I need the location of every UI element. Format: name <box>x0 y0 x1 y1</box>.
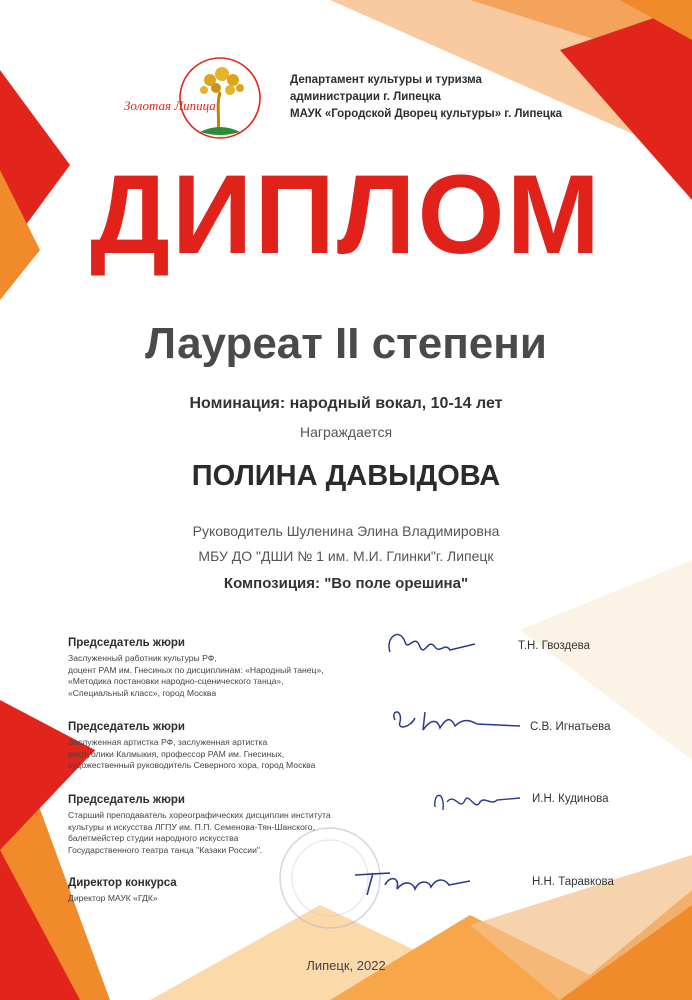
jury-role: Председатель жюри <box>68 794 185 806</box>
organization-line: Департамент культуры и туризма <box>290 74 482 86</box>
school-line: МБУ ДО "ДШИ № 1 им. М.И. Глинки"г. Липецк <box>198 548 494 564</box>
jury-role: Председатель жюри <box>68 721 185 733</box>
jury-description: Директор МАУК «ГДК» <box>68 893 158 903</box>
jury-block <box>68 877 388 905</box>
logo-text: Золотая Липица <box>124 98 216 113</box>
jury-description: Заслуженная артистка РФ, заслуженная артистка республики Калмыкия, профессор РАМ им. Гнесиных, художественный руководитель Северного хора, город Москва <box>68 737 316 770</box>
jury-name: Н.Н. Таравкова <box>532 876 614 888</box>
footer-place-year: Липецк, 2022 <box>306 958 386 973</box>
leader-line: Руководитель Шуленина Элина Владимировна <box>192 523 500 539</box>
jury-name: И.Н. Кудинова <box>532 793 609 805</box>
recipient-name: ПОЛИНА ДАВЫДОВА <box>191 460 501 492</box>
organization-block <box>290 72 562 123</box>
festival-logo <box>120 52 270 144</box>
awarded-label: Награждается <box>299 424 393 440</box>
jury-name: С.В. Игнатьева <box>530 721 611 733</box>
award-degree: Лауреат II степени <box>145 319 547 368</box>
signature-gvozdeva <box>380 622 490 667</box>
jury-block <box>68 637 388 699</box>
organization-line: МАУК «Городской Дворец культуры» г. Липецка <box>290 108 563 120</box>
jury-block <box>68 721 388 772</box>
jury-role: Председатель жюри <box>68 637 185 649</box>
diploma-title: ДИПЛОМ <box>90 152 602 277</box>
jury-name: Т.Н. Гвоздева <box>518 640 590 652</box>
composition-line: Композиция: "Во поле орешина" <box>223 575 469 592</box>
jury-block <box>68 794 388 856</box>
jury-description: Старший преподаватель хореографических дисциплин института культуры и искусства ЛГПУ им. П.П. Семенова-Тян-Шанского, балетмейстер студии народного искусства Государственного театра танца "Казаки России". <box>68 810 331 855</box>
jury-description: Заслуженный работник культуры РФ, доцент РАМ им. Гнесиных по дисциплинам: «Народный танец», «Методика постановки народно-сценического танца», «Специальный класс», город Москва <box>68 653 324 698</box>
organization-line: администрации г. Липецка <box>290 91 441 103</box>
jury-role: Директор конкурса <box>68 877 177 889</box>
nomination: Номинация: народный вокал, 10-14 лет <box>189 395 503 412</box>
